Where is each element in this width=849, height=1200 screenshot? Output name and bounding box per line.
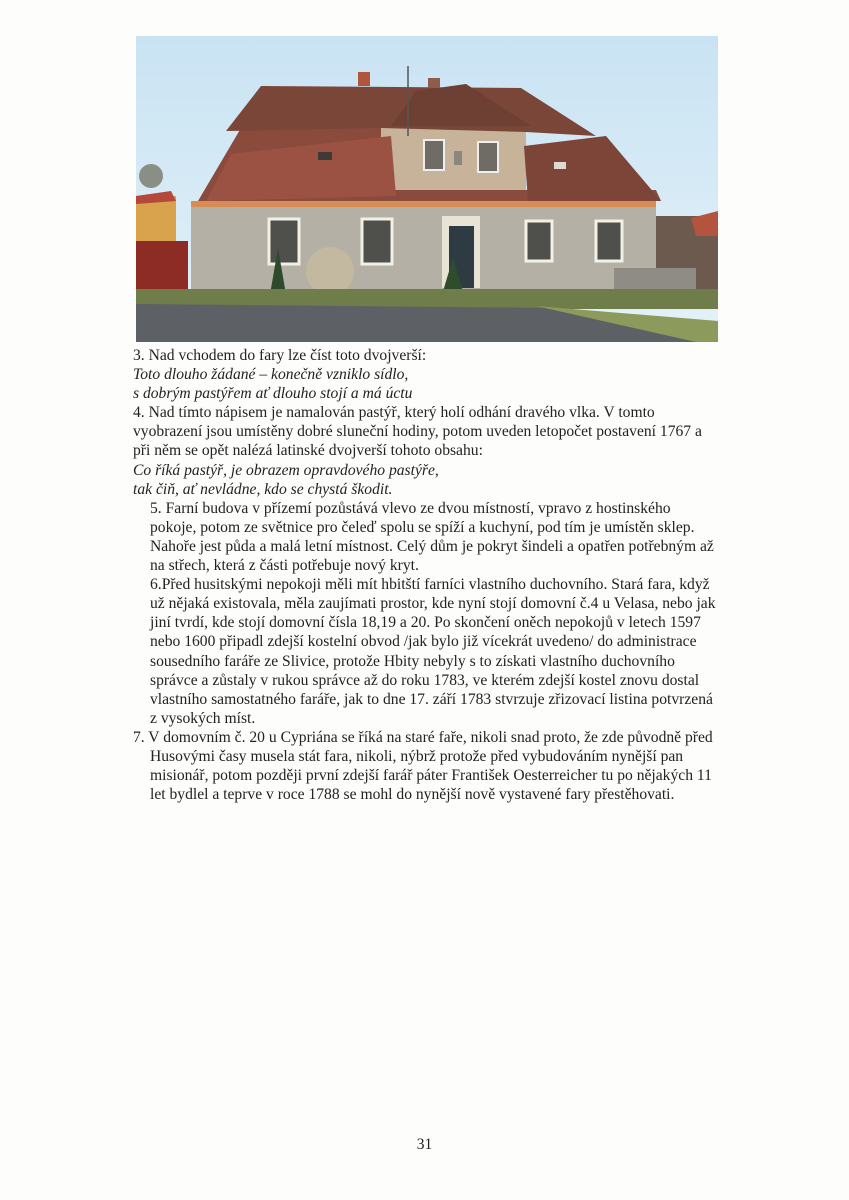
paragraph-7-line: let bydlel a teprve v roce 1788 se mohl do nynější nově vystavené fary přestěhovati. [150,786,675,804]
page-number: 31 [416,1136,433,1153]
paragraph-5-line: pokoje, potom ze světnice pro čeleď spolu se spíží a kuchyní, pod tím je umístěn sklep. [150,518,695,536]
paragraph-7-line: Husovými časy musela stát fara, nikoli, nýbrž protože před vybudováním nynější pan [150,747,684,765]
paragraph-4-line: při něm se opět nalézá latinské dvojverší tohoto obsahu: [133,442,483,460]
paragraph-5-line: 5. Farní budova v přízemí pozůstává vlevo ze dvou místností, vpravo z hostinského [150,499,671,517]
document-body [133,346,783,804]
paragraph-7-line: 7. V domovním č. 20 u Cypriána se říká na staré faře, nikoli snad proto, že zde původně před [133,728,713,746]
paragraph-6-line: sousedního faráře ze Slivice, protože Hbity nebyly s to získati vlastního duchovního [150,652,675,670]
verse-line: Toto dlouho žádané – konečně vzniklo sídlo, [133,366,409,384]
paragraph-6-line: nebo 1600 připadl zdejší kostelní obvod /jak bylo již vícekrát uvedeno/ do administrace [150,633,697,651]
paragraph-6-line: vlastního samostatného faráře, jak to dne 17. září 1783 stvrzuje zřizovací listina potvrzená [150,690,713,708]
paragraph-6-line: 6.Před husitskými nepokoji měli mít hbitští farníci vlastního duchovního. Stará fara, když [150,576,710,594]
verse-line: s dobrým pastýřem ať dlouho stojí a má úctu [133,385,413,403]
paragraph-4-line: vyobrazení jsou umístěny dobré sluneční hodiny, potom uveden letopočet postavení 1767 a [133,423,702,441]
paragraph-5-line: na střech, která z části potřebuje nový kryt. [150,557,419,575]
paragraph-6-line: správce a zůstaly v rukou správce až do roku 1783, ve kterém zdejší kostel znovu dostal [150,671,700,689]
paragraph-7-line: misionář, potom později první zdejší farář páter František Oesterreicher tu po nějakých 11 [150,767,712,785]
paragraph-6-line: z vysokých míst. [150,709,256,727]
paragraph-6-line: jiní tvrdí, kde stojí domovní čísla 18,19 a 20. Po skončení oněch nepokojů v letech 1597 [150,614,701,632]
verse-line: Co říká pastýř, je obrazem opravdového pastýře, [133,461,439,479]
verse-line: tak čiň, ať nevládne, kdo se chystá škodit. [133,480,393,498]
paragraph-6-line: už nějaká existovala, měla zaujímati prostor, kde nyní stojí domovní č.4 u Velasa, nebo jak [150,595,716,613]
house-photo [136,36,718,342]
paragraph-5-line: Nahoře jest půda a malá letní místnost. Celý dům je pokryt šindeli a opatřen potřebným až [150,537,714,555]
paragraph-4-line: 4. Nad tímto nápisem je namalován pastýř, který holí odhání dravého vlka. V tomto [133,404,655,422]
paragraph-3: 3. Nad vchodem do fary lze číst toto dvojverší: [133,347,427,364]
